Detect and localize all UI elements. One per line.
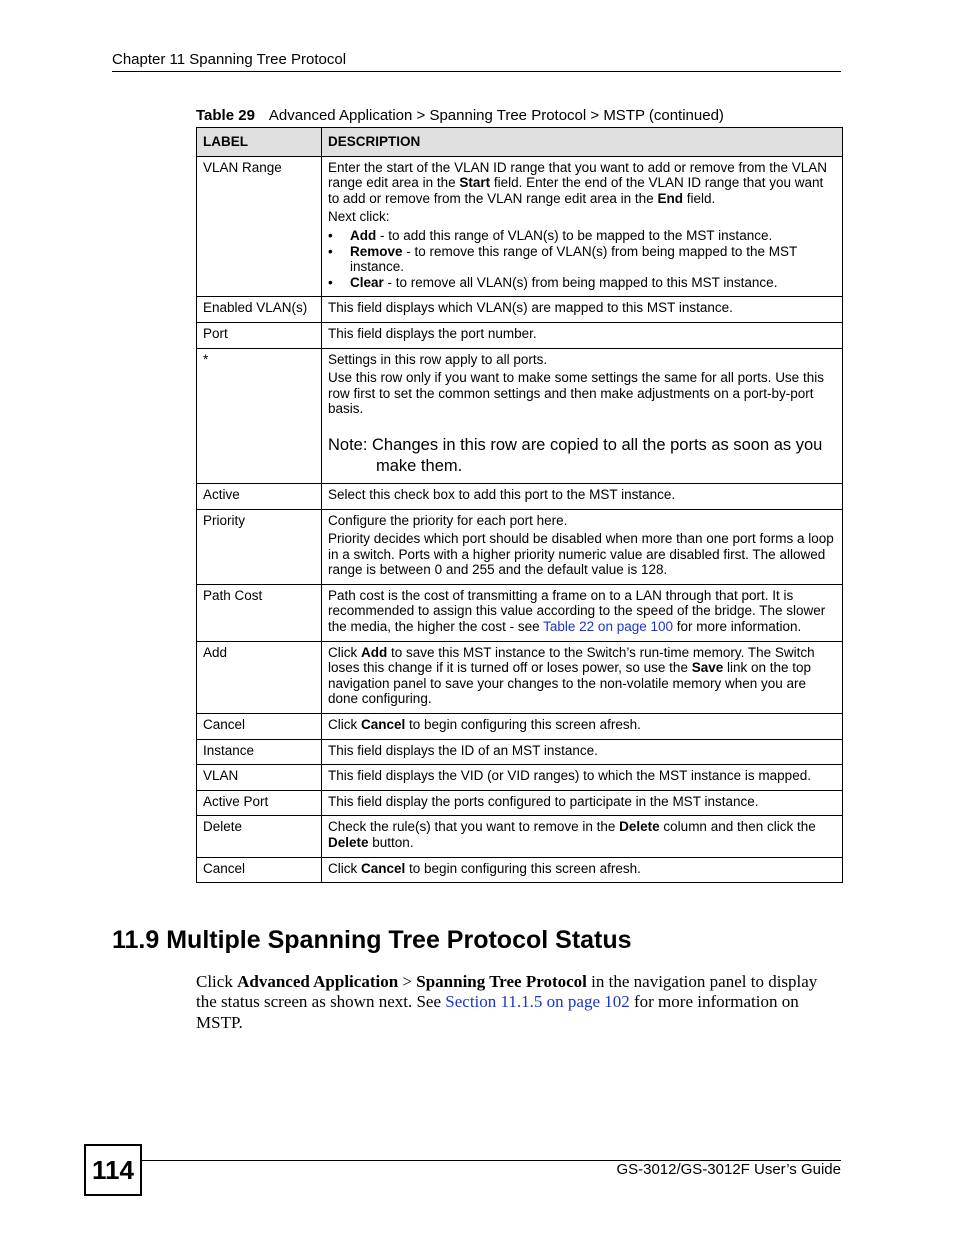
row-label: VLAN	[197, 765, 322, 791]
row-label: Instance	[197, 739, 322, 765]
table-row	[197, 297, 843, 323]
table-row	[197, 816, 843, 857]
table-row	[197, 641, 843, 713]
row-label: Path Cost	[197, 584, 322, 641]
table-row	[197, 790, 843, 816]
row-description: This field displays the VID (or VID ranges) to which the MST instance is mapped.	[322, 765, 843, 791]
row-description: Click Cancel to begin configuring this screen afresh.	[322, 714, 843, 740]
table-row	[197, 348, 843, 483]
row-label: Active	[197, 483, 322, 509]
table-row	[197, 714, 843, 740]
vlan-range-text: Enter the start of the VLAN ID range that you want to add or remove from the VLAN range edit area in the Start field. Enter the end of the VLAN ID range that you want to add or remove from the VLAN range edit area in the End field.	[328, 159, 828, 206]
row-label: Delete	[197, 816, 322, 857]
row-label: Enabled VLAN(s)	[197, 297, 322, 323]
list-item: • Remove - to remove this range of VLAN(s) from being mapped to the MST instance.	[328, 244, 836, 275]
row-description: This field displays the port number.	[322, 322, 843, 348]
row-description	[322, 348, 843, 483]
row-label: Priority	[197, 509, 322, 584]
row-description: Path cost is the cost of transmitting a frame on to a LAN through that port. It is recommended to assign this value according to the speed of the bridge. The slower the media, the higher the cost - see Table 22 on page 100 for more information.	[322, 584, 843, 641]
table-row	[197, 739, 843, 765]
row-description	[322, 509, 843, 584]
row-label: Cancel	[197, 714, 322, 740]
description-column-header: DESCRIPTION	[322, 128, 843, 157]
table-header-row	[197, 128, 843, 157]
table-row	[197, 156, 843, 297]
row-description: Click Cancel to begin configuring this screen afresh.	[322, 857, 843, 883]
table-row	[197, 322, 843, 348]
row-description: Select this check box to add this port to the MST instance.	[322, 483, 843, 509]
row-description: This field displays which VLAN(s) are mapped to this MST instance.	[322, 297, 843, 323]
row-description: This field displays the ID of an MST instance.	[322, 739, 843, 765]
row-label: VLAN Range	[197, 156, 322, 297]
table-22-link[interactable]: Table 22 on page 100	[543, 619, 674, 635]
page-number: 114	[84, 1144, 142, 1196]
note-text: Note: Changes in this row are copied to all the ports as soon as you make them.	[328, 435, 823, 475]
guide-title: GS-3012/GS-3012F User’s Guide	[616, 1161, 841, 1178]
running-header: Chapter 11 Spanning Tree Protocol	[112, 51, 347, 68]
label-column-header: LABEL	[197, 128, 322, 157]
description-paragraph: Configure the priority for each port here.	[328, 512, 568, 528]
description-paragraph: Settings in this row apply to all ports.	[328, 351, 548, 367]
row-label: Active Port	[197, 790, 322, 816]
table-row	[197, 509, 843, 584]
row-label: Add	[197, 641, 322, 713]
section-body-text: Click Advanced Application > Spanning Tree Protocol in the navigation panel to display the status screen as shown next. See Section 11.1.5 on page 102 for more information on MSTP.	[196, 972, 818, 1032]
row-description: Click Add to save this MST instance to the Switch’s run-time memory. The Switch loses this change if it is turned off or loses power, so use the Save link on the top navigation panel to save your changes to the non-volatile memory when you are done configuring.	[322, 641, 843, 713]
next-click-text: Next click:	[328, 209, 390, 225]
section-heading: 11.9 Multiple Spanning Tree Protocol Status	[112, 926, 632, 954]
mstp-field-table	[196, 127, 843, 883]
row-description: This field display the ports configured to participate in the MST instance.	[322, 790, 843, 816]
description-paragraph: Priority decides which port should be disabled when more than one port forms a loop in a switch. Ports with a higher priority numeric value are disabled first. The allowed range is between 0 and 255 and the default value is 128.	[328, 531, 834, 578]
table-row	[197, 483, 843, 509]
row-description: Check the rule(s) that you want to remove in the Delete column and then click the Delete button.	[322, 816, 843, 857]
row-description	[322, 156, 843, 297]
row-label: Port	[197, 322, 322, 348]
table-row	[197, 765, 843, 791]
table-number: Table 29	[196, 107, 255, 124]
list-item: • Clear - to remove all VLAN(s) from being mapped to this MST instance.	[328, 275, 836, 291]
row-label: Cancel	[197, 857, 322, 883]
description-paragraph: Use this row only if you want to make some settings the same for all ports. Use this row first to set the common settings and then make adjustments on a port-by-port basis.	[328, 370, 824, 417]
table-row	[197, 857, 843, 883]
section-11-1-5-link[interactable]: Section 11.1.5 on page 102	[445, 992, 630, 1012]
list-item: • Add - to add this range of VLAN(s) to be mapped to the MST instance.	[328, 228, 836, 244]
table-title: Advanced Application > Spanning Tree Protocol > MSTP (continued)	[268, 107, 724, 124]
row-label: *	[197, 348, 322, 483]
action-bullet-list	[328, 228, 836, 290]
table-row	[197, 584, 843, 641]
header-divider	[112, 71, 841, 72]
table-caption	[196, 107, 724, 124]
